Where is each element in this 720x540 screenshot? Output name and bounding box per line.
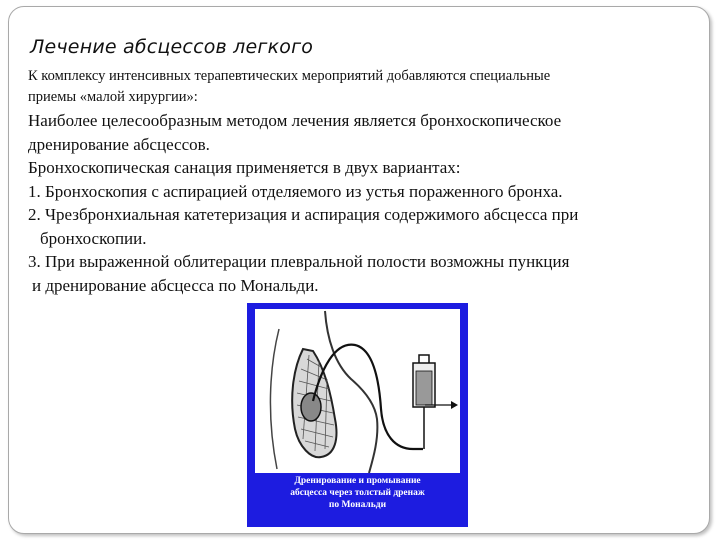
chest-wall-line [270,329,279,469]
intro-line: приемы «малой хирургии»: [28,89,198,105]
aspiration-container [413,355,435,449]
intro-line: К комплексу интенсивных терапевтических мероприятий добавляются специальные [28,68,551,84]
list-item-3-continuation: и дренирование абсцесса по Мональди. [32,275,319,295]
abscess-cavity [301,393,321,421]
medical-drawing [255,309,460,473]
list-item-3: 3. При выраженной облитерации плевральной полости возможны пункция [28,252,570,271]
caption-line: по Мональди [328,500,387,510]
slide-title: Лечение абсцессов легкого [30,36,314,58]
list-item-2: 2. Чрезбронхиальная катетеризация и аспирация содержимого абсцесса при [28,205,579,224]
drainage-illustration [247,303,468,527]
body-text [28,109,708,297]
caption-line: абсцесса через толстый дренаж [290,488,425,498]
caption-line: Дренирование и промывание [294,476,421,486]
intro-text [28,66,698,108]
lung-drainage-drawing [255,309,460,473]
body-line: дренирование абсцессов. [28,134,210,154]
figure-caption [247,475,468,511]
body-line: Бронхоскопическая санация применяется в двух вариантах: [28,158,461,177]
list-item-2-continuation: бронхоскопии. [40,228,147,248]
body-line: Наиболее целесообразным методом лечения является бронхоскопическое [28,111,562,130]
list-item-1: 1. Бронхоскопия с аспирацией отделяемого из устья пораженного бронха. [28,181,563,201]
